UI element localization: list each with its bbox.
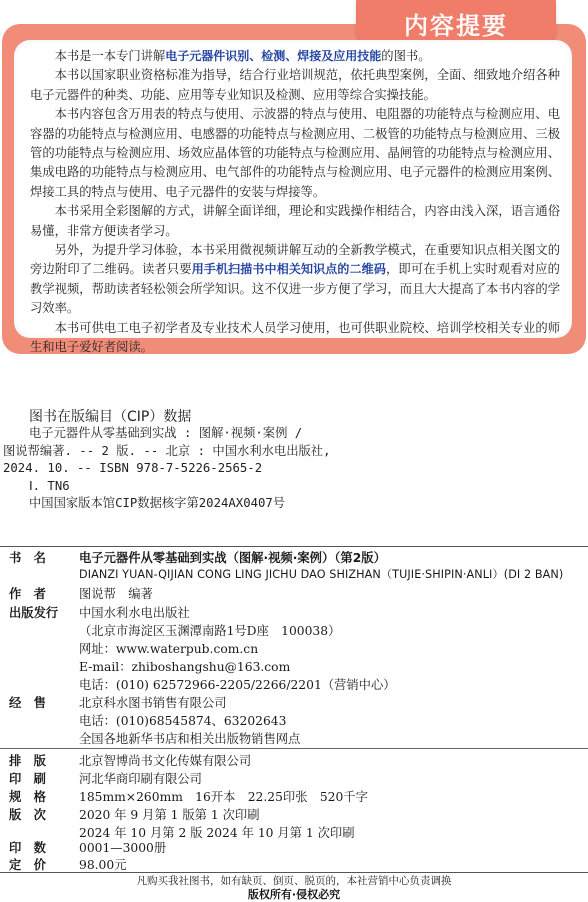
summary-paragraph: [30, 47, 560, 66]
publisher-label: 出版发行: [9, 606, 59, 620]
print-count-label: 印 数: [9, 841, 46, 855]
book-title: 电子元器件从零基础到实战（图解·视频·案例）（第2版）: [79, 551, 386, 565]
spec: 185mm×260mm 16开本 22.25印张 520千字: [79, 790, 368, 804]
publisher-address: （北京市海淀区玉渊潭南路1号D座 100038）: [79, 624, 341, 638]
publisher-name: 中国水利水电出版社: [79, 606, 190, 620]
cip-title: 图书在版编目（CIP）数据: [29, 409, 192, 425]
typeset-row: [0, 751, 588, 769]
book-title-label: 书 名: [9, 551, 46, 565]
book-title-pinyin: DIANZI YUAN-QIJIAN CONG LING JICHU DAO SHIZHAN（TUJIE·SHIPIN·ANLI）(DI 2 BAN): [79, 568, 564, 581]
printer: 河北华商印刷有限公司: [79, 772, 202, 786]
summary-text-run: 本书以国家职业资格标准为指导，结合行业培训规范，依托典型案例，全面、细致地介绍各种电子元器件的种类、功能、应用等专业知识及检测、应用等综合实操技能。: [30, 68, 560, 102]
spec-label: 规 格: [9, 790, 46, 804]
price: 98.00元: [79, 858, 127, 872]
distributor-label: 经 售: [9, 696, 46, 710]
publisher-address-row: [0, 621, 588, 639]
author: 图说帮 编著: [79, 587, 153, 601]
summary-highlight: 电子元器件识别、检测、焊接及应用技能: [165, 49, 382, 63]
summary-paragraph: [30, 105, 560, 202]
cip-line: 2024. 10. -- ISBN 978-7-5226-2565-2: [3, 461, 263, 476]
cip-line: Ⅰ. TN6: [29, 478, 70, 493]
copyright-notice: 版权所有·侵权必究: [247, 888, 341, 901]
distributor-phone: 电话：(010)68545874、63202643: [79, 714, 287, 728]
book-title-pinyin-row: [0, 566, 588, 584]
edition-second: 2024 年 10 月第 2 版 2024 年 10 月第 1 次印刷: [79, 826, 355, 840]
cip-line: 图说帮编著. -- 2 版. -- 北京 : 中国水利水电出版社,: [3, 443, 331, 458]
price-row: [0, 855, 588, 873]
publisher-website: 网址：www.waterpub.com.cn: [79, 642, 259, 656]
summary-highlight: 用手机扫描书中相关知识点的二维码: [191, 262, 386, 277]
typeset-label: 排 版: [9, 754, 46, 768]
publisher-website-row: [0, 639, 588, 657]
author-row: [0, 584, 588, 602]
print-label: 印 刷: [9, 772, 46, 786]
table-top-rule: [0, 546, 588, 547]
publisher-email-row: [0, 657, 588, 675]
distributor-network-row: [0, 729, 588, 747]
summary-text-run: ，即可在手机上实时观看对应的教学视频，帮助读者轻松领会所学知识。这不仅进一步方便了学习，而且大大提高了本书内容的学习效率。: [30, 262, 560, 316]
notice: 凡购买我社图书，如有缺页、倒页、脱页的，本社营销中心负责调换: [136, 875, 452, 887]
summary-heading-tab: [356, 0, 556, 44]
summary-text-run: 本书采用全彩图解的方式，讲解全面详细，理论和实践操作相结合，内容由浅入深，语言通俗易懂，非常方便读者学习。: [30, 204, 560, 238]
summary-text: [30, 47, 560, 358]
summary-paragraph: [30, 66, 560, 105]
summary-text-run: 本书是一本专门讲解: [54, 49, 166, 63]
summary-text-run: 本书内容包含万用表的特点与使用、示波器的特点与使用、电阻器的功能特点与检测应用、电容器的功能特点与检测应用、电感器的功能特点与检测应用、二极管的功能特点与检测应用、三极管的功能特点与检测应用、场效应晶体管的功能特点与检测应用、晶闸管的功能特点与检测应用、集成电路的功能特点与检测应用、电气部件的功能特点与检测应用、电子元器件的检测应用案例、焊接工具的特点与使用、电子元器件的安装与焊接等。: [30, 107, 560, 199]
print-count: 0001—3000册: [79, 841, 167, 855]
typeset: 北京智博尚书文化传媒有限公司: [79, 754, 252, 768]
edition-first: 2020 年 9 月第 1 版第 1 次印刷: [79, 808, 260, 822]
summary-text-run: 另外，为提升学习体验，本书采用微视频讲解互动的全新教学模式，在重要知识点相关图文的旁边附印了二维码。读者只要: [30, 243, 560, 277]
book-title-row: [0, 548, 588, 566]
publisher-phone: 电话：(010) 62572966-2205/2266/2201（营销中心）: [79, 678, 396, 692]
summary-text-run: 的图书。: [381, 49, 431, 63]
publisher-row: [0, 603, 588, 621]
summary-text-run: 本书可供电工电子初学者及专业技术人员学习使用，也可供职业院校、培训学校相关专业的师生和电子爱好者阅读。: [30, 320, 560, 355]
publisher-email: E-mail：zhiboshangshu@163.com: [79, 660, 291, 674]
summary-paragraph: [30, 202, 560, 241]
distributor-network: 全国各地新华书店和相关出版物销售网点: [79, 732, 301, 746]
spec-row: [0, 787, 588, 805]
cip-line: 中国国家版本馆CIP数据核字第2024AX0407号: [29, 496, 286, 511]
print-row: [0, 769, 588, 787]
distributor-phone-row: [0, 711, 588, 729]
distributor-name: 北京科水图书销售有限公司: [79, 696, 227, 710]
print-count-row: [0, 838, 588, 856]
distributor-row: [0, 693, 588, 711]
publisher-phone-row: [0, 675, 588, 693]
price-label: 定 价: [9, 858, 46, 872]
table-middle-rule: [0, 748, 588, 749]
cip-line: 电子元器件从零基础到实战 : 图解·视频·案例 /: [29, 426, 303, 440]
summary-paragraph: [30, 241, 560, 319]
author-label: 作 者: [9, 587, 46, 601]
table-bottom-rule: [0, 872, 588, 873]
summary-paragraph: [30, 319, 560, 358]
edition-row: [0, 805, 588, 823]
edition-label: 版 次: [9, 808, 46, 822]
summary-heading: 内容提要: [404, 12, 508, 40]
